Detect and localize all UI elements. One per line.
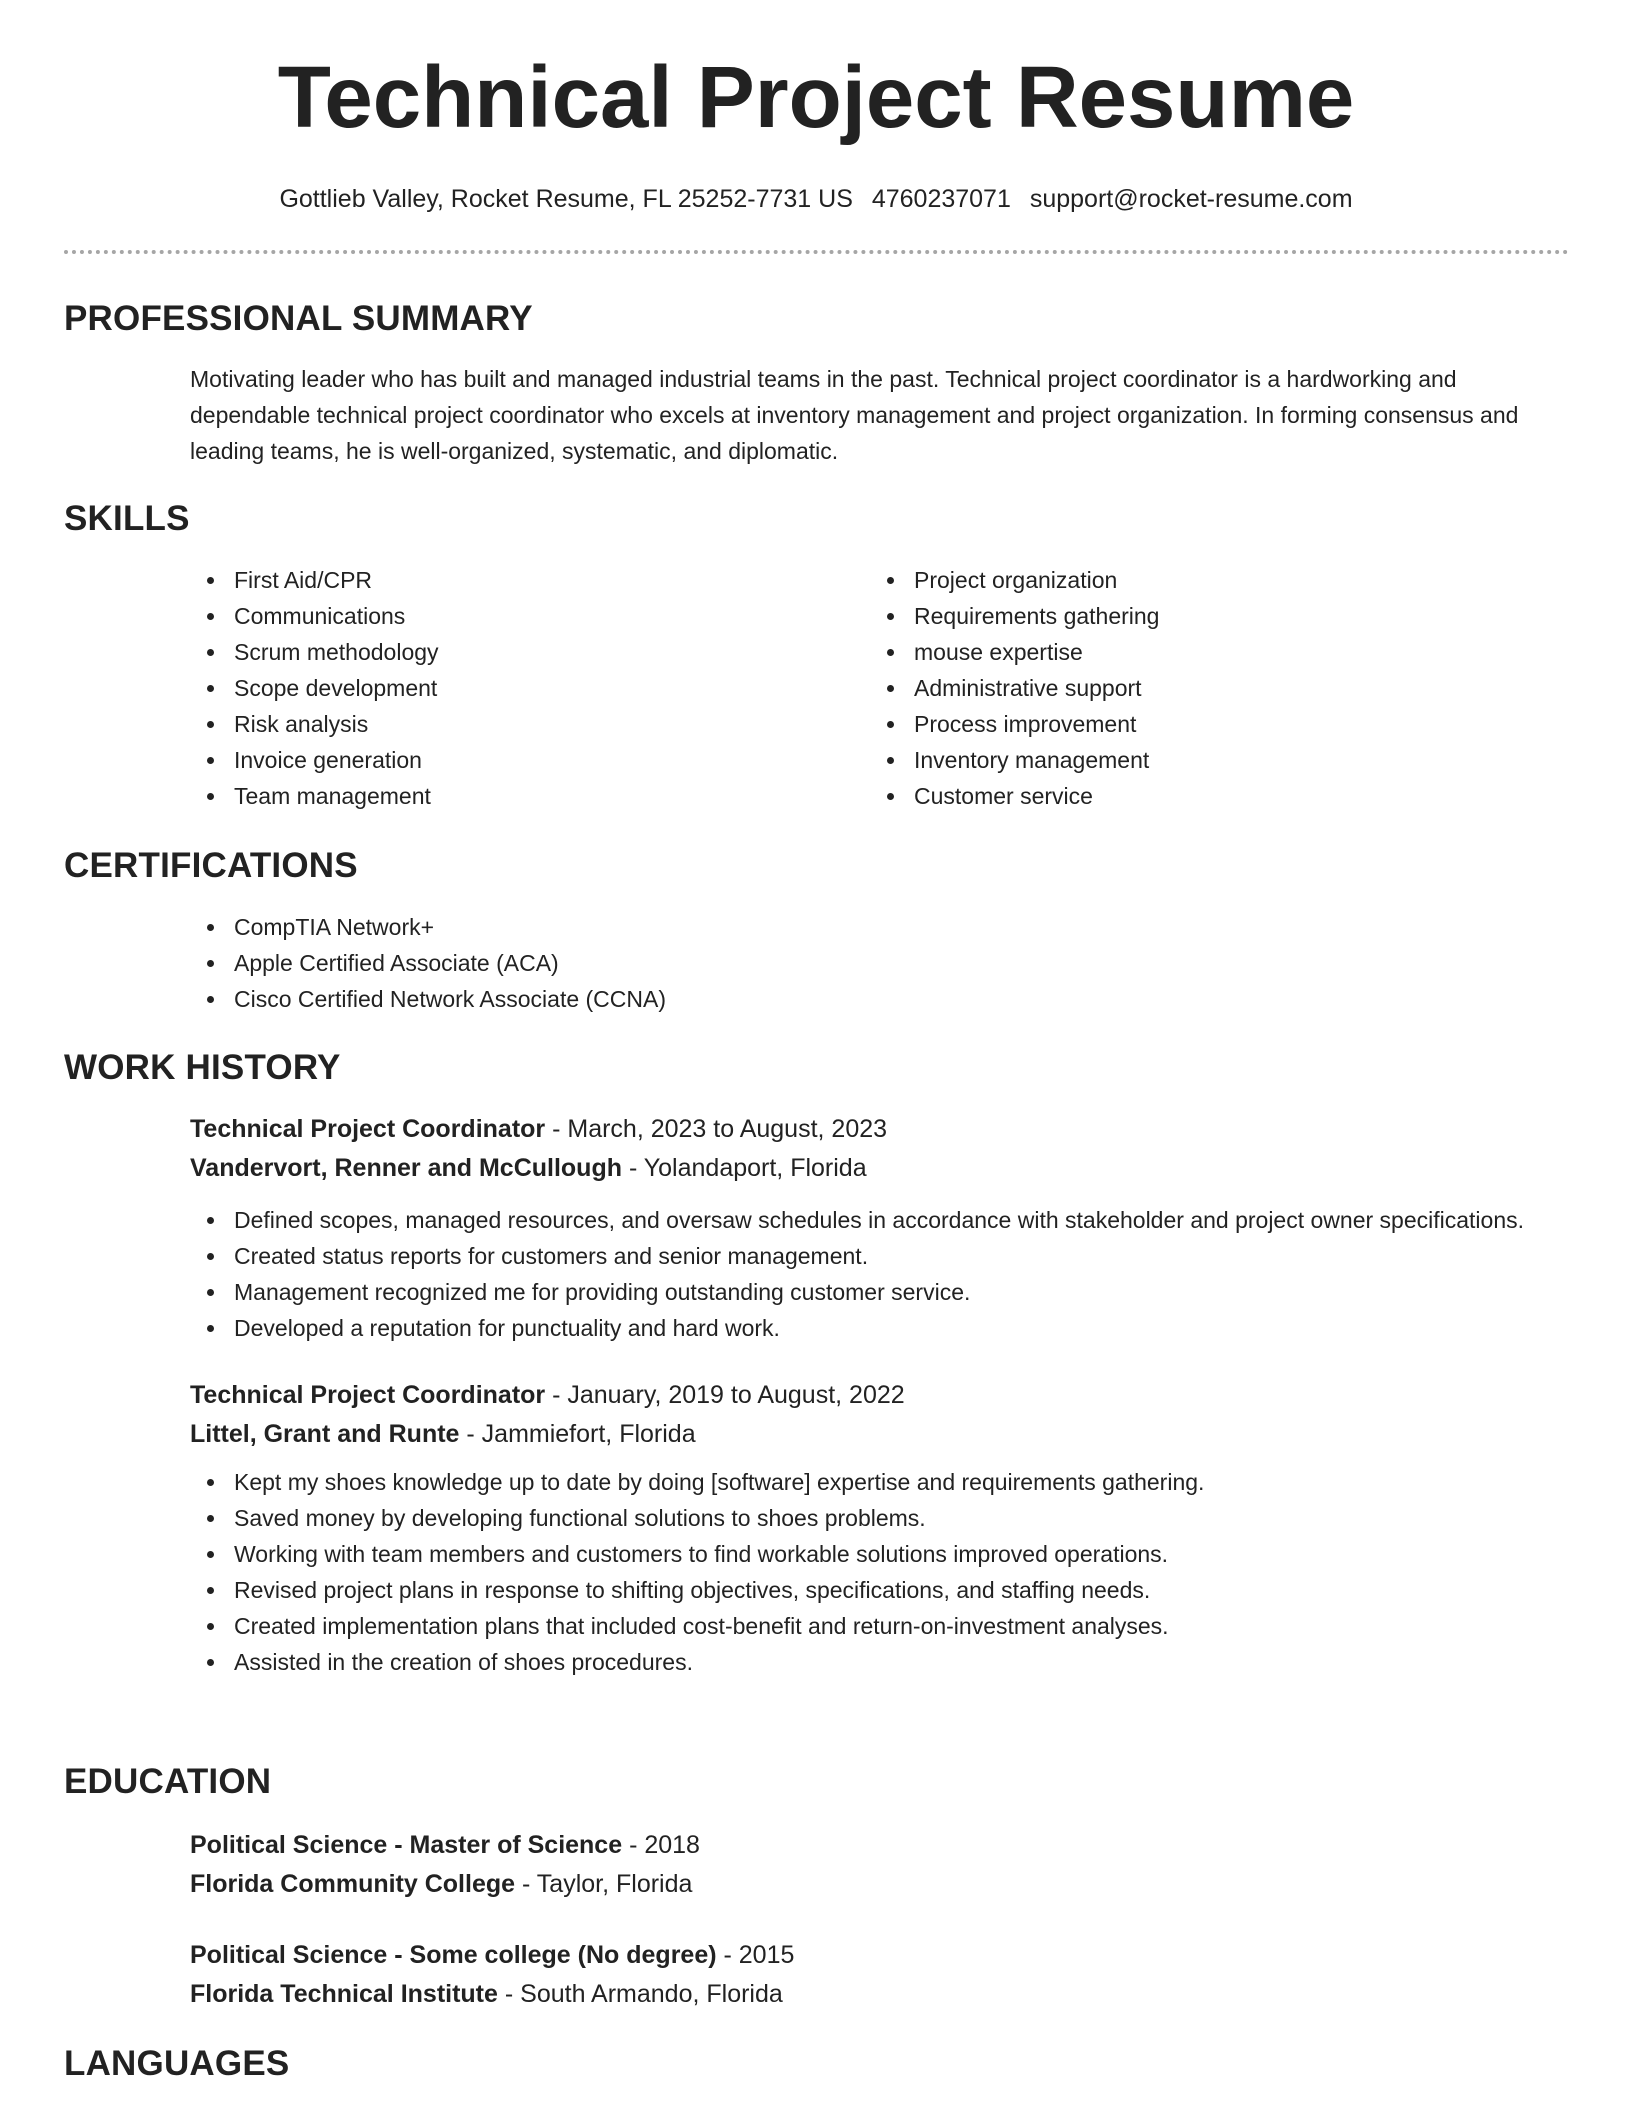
education-location: - South Armando, Florida (497, 1980, 783, 2008)
job-title: Technical Project Coordinator (190, 1381, 546, 1409)
contact-phone: 4760237071 (871, 185, 1011, 213)
work-history-heading: WORK HISTORY (64, 1048, 341, 1087)
job-entry (190, 1376, 1569, 1680)
job-bullet: Saved money by developing functional solutions to shoes problems. (190, 1500, 1569, 1536)
skills-list-right (870, 562, 1550, 814)
summary-text: Motivating leader who has built and managed industrial teams in the past. Technical project coordinator is a hardworking and dependable technical project coordinator who excels at inventory management and project organization. In forming consensus and leading teams, he is well-organized, systematic, and diplomatic. (190, 366, 1519, 464)
education-entry (190, 1936, 1569, 2014)
skill-item: Requirements gathering (870, 598, 1550, 634)
skill-item: Invoice generation (190, 742, 870, 778)
contact-line (0, 183, 1632, 215)
certification-item: Apple Certified Associate (ACA) (190, 945, 1569, 981)
job-dates: - January, 2019 to August, 2022 (545, 1381, 905, 1409)
job-bullet: Created status reports for customers and senior management. (190, 1238, 1569, 1274)
job-title: Technical Project Coordinator (190, 1115, 546, 1143)
languages-section (64, 2042, 1569, 2086)
job-company-line (190, 1415, 1569, 1454)
education-degree: Political Science - Some college (No degree) (190, 1941, 717, 1969)
education-entry (190, 1826, 1569, 1904)
summary-heading: PROFESSIONAL SUMMARY (64, 299, 533, 338)
skill-item: Communications (190, 598, 870, 634)
job-dates: - March, 2023 to August, 2023 (545, 1115, 888, 1143)
job-bullet: Developed a reputation for punctuality and hard work. (190, 1310, 1569, 1346)
summary-section (64, 297, 1569, 469)
education-heading: EDUCATION (64, 1762, 272, 1801)
certification-item: CompTIA Network+ (190, 909, 1569, 945)
job-bullets (190, 1464, 1569, 1680)
job-company: Littel, Grant and Runte (190, 1420, 460, 1448)
skills-columns (190, 562, 1569, 814)
certifications-list (190, 909, 1569, 1017)
education-degree-line (190, 1936, 1569, 1975)
job-bullet: Kept my shoes knowledge up to date by doing [software] expertise and requirements gathering. (190, 1464, 1569, 1500)
education-school: Florida Technical Institute (190, 1980, 498, 2008)
certification-item: Cisco Certified Network Associate (CCNA) (190, 981, 1569, 1017)
skill-item: Administrative support (870, 670, 1550, 706)
skill-item: Scrum methodology (190, 634, 870, 670)
job-entry (190, 1110, 1569, 1346)
contact-address: Gottlieb Valley, Rocket Resume, FL 25252-7731 US (279, 185, 853, 213)
work-history-section (64, 1046, 1569, 1680)
job-title-line (190, 1376, 1569, 1415)
job-location: - Jammiefort, Florida (459, 1420, 696, 1448)
contact-email: support@rocket-resume.com (1029, 185, 1353, 213)
job-bullet: Management recognized me for providing outstanding customer service. (190, 1274, 1569, 1310)
job-location: - Yolandaport, Florida (622, 1154, 867, 1182)
job-bullet: Revised project plans in response to shifting objectives, specifications, and staffing needs. (190, 1572, 1569, 1608)
skill-item: mouse expertise (870, 634, 1550, 670)
certifications-heading: CERTIFICATIONS (64, 846, 358, 885)
job-bullet: Assisted in the creation of shoes procedures. (190, 1644, 1569, 1680)
job-company: Vandervort, Renner and McCullough (190, 1154, 622, 1182)
job-title-line (190, 1110, 1569, 1149)
certifications-section (64, 844, 1569, 1017)
job-company-line (190, 1149, 1569, 1188)
education-school: Florida Community College (190, 1870, 516, 1898)
skills-section (64, 497, 1569, 814)
education-degree: Political Science - Master of Science (190, 1831, 623, 1859)
skill-item: Project organization (870, 562, 1550, 598)
education-school-line (190, 1975, 1569, 2014)
languages-heading: LANGUAGES (64, 2044, 290, 2083)
education-school-line (190, 1865, 1569, 1904)
skill-item: Scope development (190, 670, 870, 706)
education-section (64, 1760, 1569, 2014)
skill-item: Team management (190, 778, 870, 814)
skill-item: Process improvement (870, 706, 1550, 742)
skills-heading: SKILLS (64, 499, 190, 538)
skill-item: Customer service (870, 778, 1550, 814)
education-degree-line (190, 1826, 1569, 1865)
header-divider (64, 250, 1569, 254)
education-year: - 2018 (622, 1831, 700, 1859)
resume-title: Technical Project Resume (277, 49, 1355, 146)
skill-item: Risk analysis (190, 706, 870, 742)
education-year: - 2015 (716, 1941, 795, 1969)
job-bullets (190, 1202, 1569, 1346)
job-bullet: Defined scopes, managed resources, and oversaw schedules in accordance with stakeholder and project owner specifications. (190, 1202, 1569, 1238)
education-location: - Taylor, Florida (515, 1870, 693, 1898)
skills-list-left (190, 562, 870, 814)
job-bullet: Created implementation plans that included cost-benefit and return-on-investment analyses. (190, 1608, 1569, 1644)
job-bullet: Working with team members and customers to find workable solutions improved operations. (190, 1536, 1569, 1572)
skill-item: First Aid/CPR (190, 562, 870, 598)
skill-item: Inventory management (870, 742, 1550, 778)
